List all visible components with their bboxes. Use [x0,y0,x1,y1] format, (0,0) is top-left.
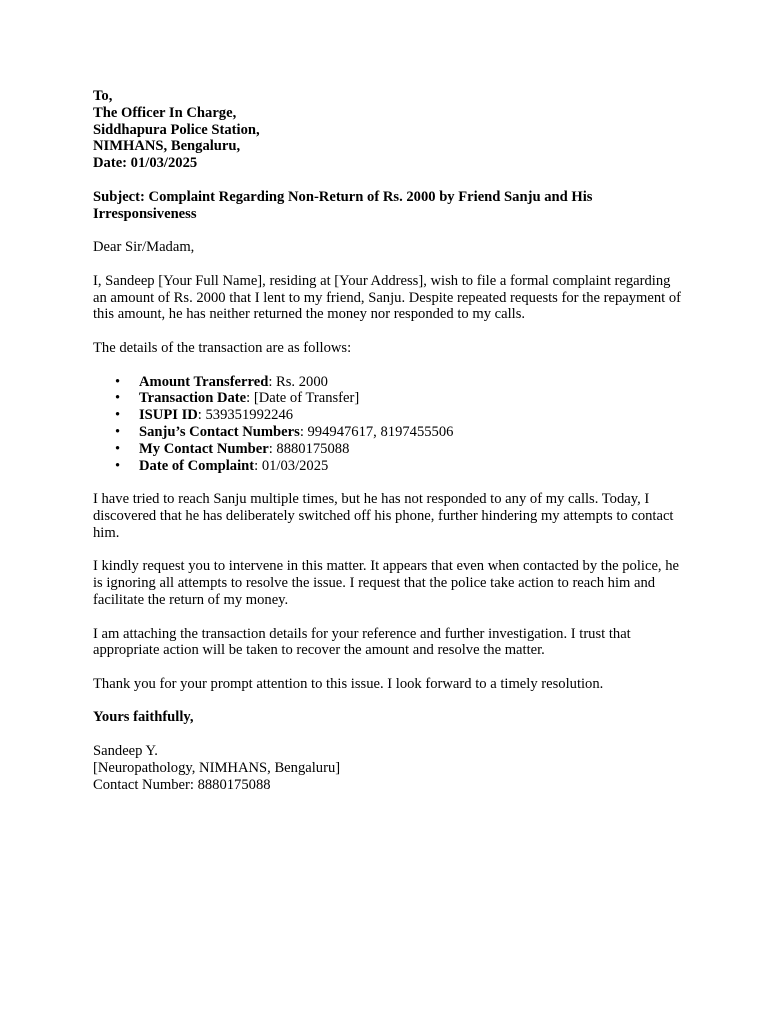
bullet-icon: • [115,390,121,407]
bullet-icon: • [115,423,121,440]
body-paragraph: I am attaching the transaction details for your reference and further investigation. I trust that appropriate action will be taken to recover the amount and resolve the matter. [93,625,631,659]
recipient-line: NIMHANS, Bengaluru, [93,138,241,155]
list-item [115,373,683,391]
spacer [93,542,683,559]
detail-label: ISUPI ID [139,407,198,424]
letter-date: Date: 01/03/2025 [93,155,198,172]
body-paragraph: I have tried to reach Sanju multiple times, but he has not responded to any of my calls. Today, I discovered that he has deliberately switched off his phone, further hindering my attempts to contact him. [93,491,674,541]
signature-block [93,743,683,793]
details-intro: The details of the transaction are as follows: [93,339,352,356]
detail-label: Transaction Date [139,390,247,407]
bullet-icon: • [115,440,121,457]
signer-department: [Neuropathology, NIMHANS, Bengaluru] [93,759,341,776]
body-paragraph: Thank you for your prompt attention to this issue. I look forward to a timely resolution. [93,675,604,692]
spacer [93,726,683,743]
list-item [115,423,683,441]
list-item [115,407,683,424]
detail-value: : Rs. 2000 [268,373,328,390]
recipient-line: The Officer In Charge, [93,104,237,121]
spacer [93,693,683,710]
intro-paragraph: I, Sandeep [Your Full Name], residing at [Your Address], wish to file a formal complaint regarding an amount of Rs. 2000 that I lent to my friend, Sanju. Despite repeated requests for the repayment of this amount, he has neither returned the money nor responded to my calls. [93,272,682,323]
signer-contact: Contact Number: 8880175088 [93,776,271,793]
list-item [115,390,683,407]
detail-value: : 01/03/2025 [254,457,329,474]
detail-value: : 539351992246 [197,407,294,424]
detail-value: : [Date of Transfer] [246,390,360,407]
detail-value: : 994947617, 8197455506 [299,423,454,440]
list-item [115,457,683,475]
spacer [93,474,683,491]
closing-line: Yours faithfully, [93,709,194,726]
detail-value: : 8880175088 [268,440,350,457]
detail-label: Date of Complaint [139,457,255,474]
bullet-icon: • [115,373,121,390]
detail-label: My Contact Number [139,440,269,457]
spacer [93,222,683,239]
signer-name: Sandeep Y. [93,743,158,760]
bullet-icon: • [115,457,121,474]
recipient-line: To, [93,88,113,104]
list-item [115,440,683,458]
recipient-line: Siddhapura Police Station, [93,121,260,138]
spacer [93,172,683,189]
letter-page [93,88,683,793]
recipient-address [93,88,683,172]
body-paragraph: I kindly request you to intervene in this matter. It appears that even when contacted by the police, he is ignoring all attempts to resolve the issue. I request that the police take action to reach him and facilitate the return of my money. [93,558,679,608]
detail-label: Amount Transferred [139,373,269,390]
spacer [93,609,683,626]
salutation: Dear Sir/Madam, [93,239,195,256]
spacer [93,256,683,273]
spacer [93,323,683,340]
transaction-details-list [93,374,683,475]
bullet-icon: • [115,407,121,424]
subject-line: Subject: Complaint Regarding Non-Return of Rs. 2000 by Friend Sanju and His Irresponsiveness [93,188,593,222]
spacer [93,659,683,676]
detail-label: Sanju’s Contact Numbers [139,423,300,440]
spacer [93,357,683,374]
